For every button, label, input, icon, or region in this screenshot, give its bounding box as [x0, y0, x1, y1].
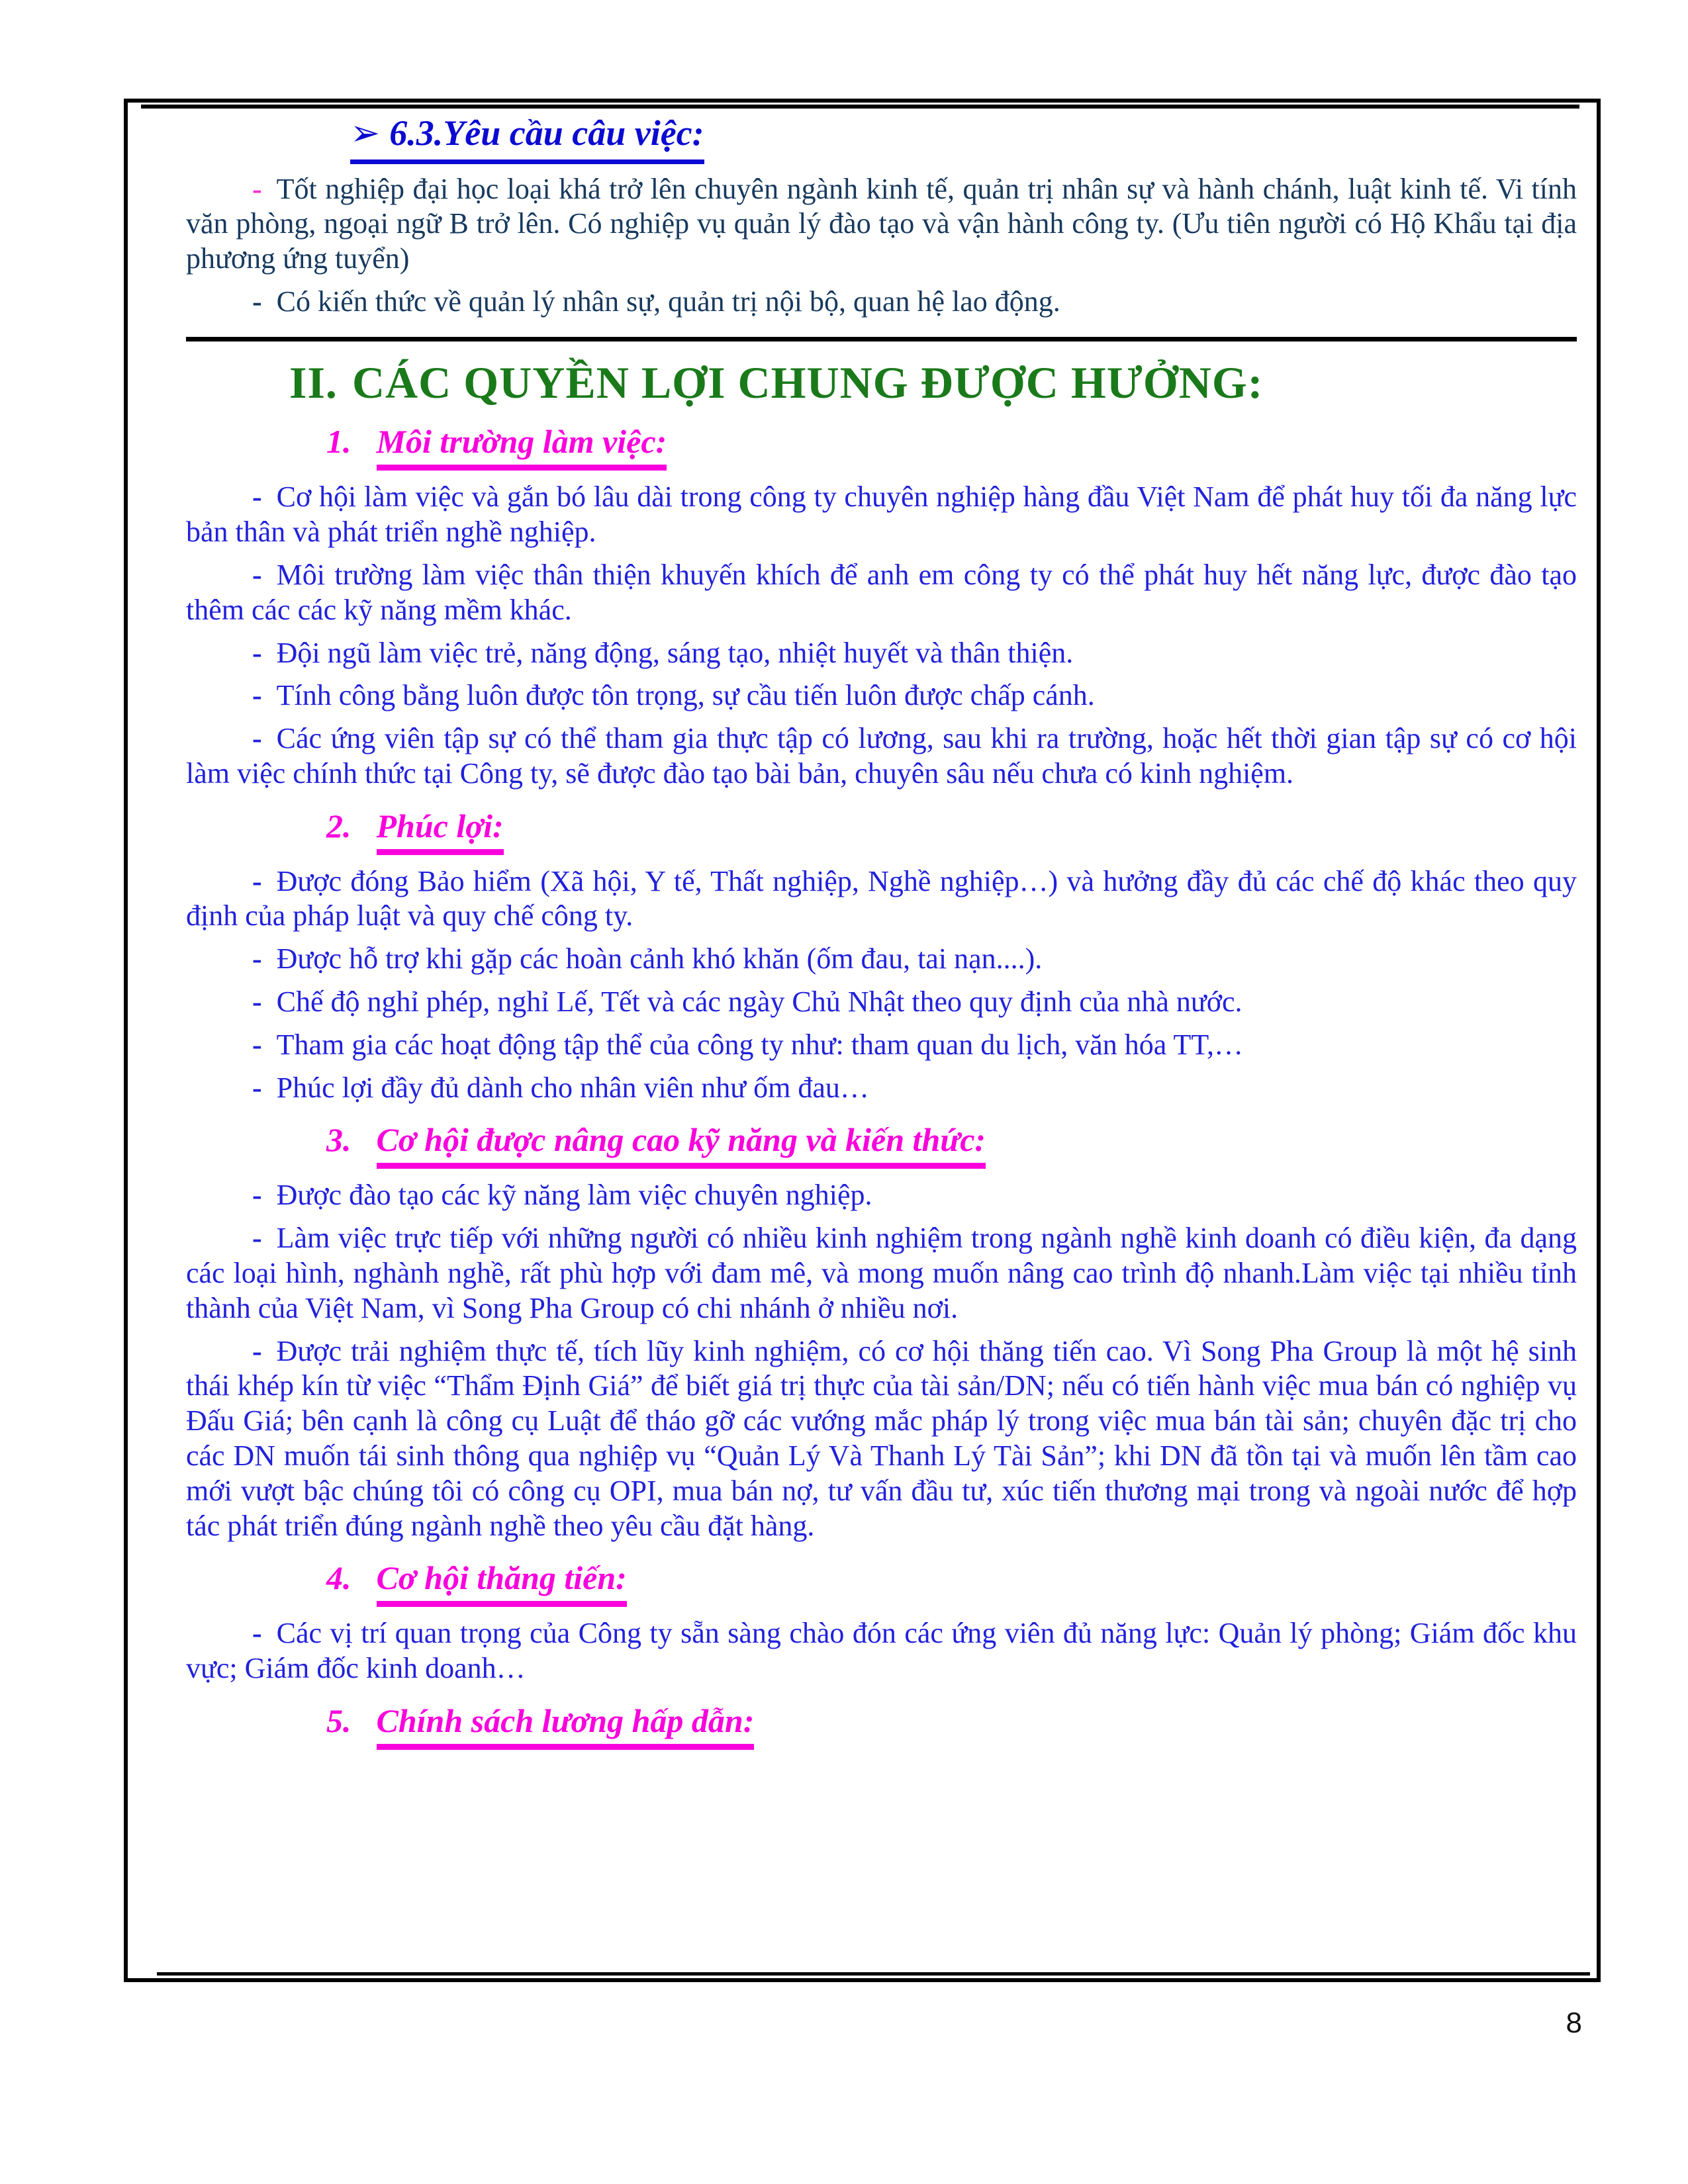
paragraph-environment-2-text: Môi trường làm việc thân thiện khuyến khích để anh em công ty có thể phát huy hết năng lực, được đào tạo thêm các các kỹ năng mềm khác.: [186, 558, 1577, 626]
subsection-4-heading: [326, 1559, 1577, 1596]
section-ii-heading-number: II.: [289, 357, 338, 408]
content-frame: [124, 99, 1601, 1982]
paragraph-environment-5-text: Các ứng viên tập sự có thể tham gia thực tập có lương, sau khi ra trường, hoặc hết thời gian tập sự có cơ hội làm việc chính thức tại Công ty, sẽ được đào tạo bài bản, chuyên sâu nếu chưa có kinh nghiệm.: [186, 722, 1577, 790]
dash-marker: -: [252, 172, 262, 205]
bottom-rule: [157, 1972, 1590, 1976]
paragraph-welfare-3-text: Chế độ nghỉ phép, nghỉ Lế, Tết và các ngày Chủ Nhật theo quy định của nhà nước.: [276, 985, 1243, 1019]
paragraph-welfare-4: [186, 1028, 1577, 1063]
section-divider: [186, 337, 1577, 341]
section-ii-heading: [289, 359, 1577, 407]
paragraph-environment-2: [186, 558, 1577, 628]
dash-marker: -: [252, 942, 262, 976]
paragraph-environment-1: [186, 480, 1577, 550]
document-content: [186, 111, 1577, 1968]
subsection-5-heading: [326, 1702, 1577, 1739]
paragraph-welfare-2-text: Được hỗ trợ khi gặp các hoàn cảnh khó khăn (ốm đau, tai nạn....).: [276, 942, 1043, 976]
subsection-4-heading-number: 4.: [326, 1559, 352, 1597]
subsection-4-heading-label: Cơ hội thăng tiến:: [377, 1559, 627, 1607]
section-ii-heading-label: CÁC QUYỀN LỢI CHUNG ĐƯỢC HƯỞNG:: [352, 357, 1264, 408]
paragraph-welfare-5: [186, 1071, 1577, 1106]
subsection-1-heading: [326, 423, 1577, 460]
paragraph-skills-3-text: Được trải nghiệm thực tế, tích lũy kinh nghiệm, có cơ hội thăng tiến cao. Vì Song Pha Group là một hệ sinh thái khép kín từ việc “Thẩm Định Giá” để biết giá trị thực của tài sản/DN; nếu có tiến hành việc mua bán có nghiệp vụ Đấu Giá; bên cạnh là công cụ Luật để tháo gỡ các vướng mắc pháp lý trong việc mua bán tài sản; chuyên đặc trị cho các DN muốn tái sinh thông qua nghiệp vụ “Quản Lý Và Thanh Lý Tài Sản”; khi DN đã tồn tại và muốn lên tầm cao mới vượt bậc chúng tôi có công cụ OPI, mua bán nợ, tư vấn đầu tư, xúc tiến thương mại trong và ngoài nước để hợp tác phát triển đúng ngành nghề theo yêu cầu đặt hàng.: [186, 1334, 1577, 1542]
section-6-3-heading-label: 6.3.Yêu cầu câu việc:: [389, 113, 704, 153]
subsection-5-heading-label: Chính sách lương hấp dẫn:: [377, 1702, 755, 1750]
subsection-2-heading: [326, 807, 1577, 844]
paragraph-skills-1-text: Được đào tạo các kỹ năng làm việc chuyên nghiệp.: [276, 1179, 872, 1212]
paragraph-environment-3-text: Đội ngũ làm việc trẻ, năng động, sáng tạo, nhiệt huyết và thân thiện.: [276, 636, 1074, 669]
paragraph-environment-4: [186, 678, 1577, 713]
paragraph-skills-2-text: Làm việc trực tiếp với những người có nhiều kinh nghiệm trong ngành nghề kinh doanh có điều kiện, đa dạng các loại hình, nghành nghề, rất phù hợp với đam mê, và mong muốn nâng cao trình độ nhanh.Làm việc tại nhiều tỉnh thành của Việt Nam, vì Song Pha Group có chi nhánh ở nhiều nơi.: [186, 1222, 1577, 1324]
dash-marker: -: [252, 985, 262, 1019]
subsection-2-heading-label: Phúc lợi:: [377, 807, 504, 855]
subsection-5-heading-number: 5.: [326, 1702, 352, 1740]
subsection-3-heading: [326, 1121, 1577, 1158]
paragraph-environment-5: [186, 721, 1577, 792]
paragraph-welfare-1: [186, 864, 1577, 934]
dash-marker: -: [252, 1334, 262, 1367]
dash-marker: -: [252, 1617, 262, 1650]
subsection-2-heading-number: 2.: [326, 807, 352, 844]
subsection-1-heading-label: Môi trường làm việc:: [377, 423, 667, 471]
dash-marker: -: [252, 285, 262, 318]
section-6-3-heading: [350, 114, 1577, 152]
dash-marker: -: [252, 480, 262, 514]
paragraph-promotion-1: [186, 1616, 1577, 1686]
dash-marker: -: [252, 1179, 262, 1212]
paragraph-environment-1-text: Cơ hội làm việc và gắn bó lâu dài trong công ty chuyên nghiệp hàng đầu Việt Nam để phát huy tối đa năng lực bản thân và phát triển nghề nghiệp.: [186, 480, 1577, 549]
paragraph-requirement-2-text: Có kiến thức về quản lý nhân sự, quản trị nội bộ, quan hệ lao động.: [276, 285, 1060, 318]
subsection-3-heading-label: Cơ hội được nâng cao kỹ năng và kiến thức:: [377, 1121, 986, 1169]
paragraph-skills-3: [186, 1334, 1577, 1544]
dash-marker: -: [252, 679, 262, 712]
dash-marker: -: [252, 864, 262, 897]
paragraph-requirement-1-text: Tốt nghiệp đại học loại khá trở lên chuyên ngành kinh tế, quản trị nhân sự và hành chánh, luật kinh tế. Vi tính văn phòng, ngoại ngữ B trở lên. Có nghiệp vụ quản lý đào tạo và vận hành công ty. (Ưu tiên người có Hộ Khẩu tại địa phương ứng tuyển): [186, 172, 1577, 275]
paragraph-welfare-1-text: Được đóng Bảo hiểm (Xã hội, Y tế, Thất nghiệp, Nghề nghiệp…) và hưởng đầy đủ các chế độ khác theo quy định của pháp luật và quy chế công ty.: [186, 864, 1577, 933]
paragraph-requirement-1: [186, 172, 1577, 277]
paragraph-environment-4-text: Tính công bằng luôn được tôn trọng, sự cầu tiến luôn được chấp cánh.: [276, 679, 1095, 712]
arrow-bullet-icon: ➢: [350, 112, 381, 154]
dash-marker: -: [252, 636, 262, 669]
dash-marker: -: [252, 1028, 262, 1061]
paragraph-skills-1: [186, 1178, 1577, 1213]
dash-marker: -: [252, 1222, 262, 1255]
dash-marker: -: [252, 1071, 262, 1104]
dash-marker: -: [252, 722, 262, 755]
section-6-3-heading-text: [350, 113, 704, 164]
paragraph-welfare-2: [186, 942, 1577, 977]
subsection-3-heading-number: 3.: [326, 1121, 352, 1159]
subsection-1-heading-number: 1.: [326, 423, 352, 461]
paragraph-requirement-2: [186, 285, 1577, 320]
paragraph-welfare-4-text: Tham gia các hoạt động tập thể của công ty như: tham quan du lịch, văn hóa TT,…: [276, 1028, 1244, 1061]
top-rule: [141, 105, 1579, 109]
paragraph-welfare-3: [186, 985, 1577, 1020]
paragraph-promotion-1-text: Các vị trí quan trọng của Công ty sẵn sàng chào đón các ứng viên đủ năng lực: Quản lý phòng; Giám đốc khu vực; Giám đốc kinh doanh…: [186, 1617, 1577, 1685]
paragraph-welfare-5-text: Phúc lợi đầy đủ dành cho nhân viên như ốm đau…: [276, 1071, 869, 1104]
dash-marker: -: [252, 558, 262, 591]
page-number: 8: [1566, 2007, 1582, 2039]
paragraph-skills-2: [186, 1221, 1577, 1326]
paragraph-environment-3: [186, 636, 1577, 671]
